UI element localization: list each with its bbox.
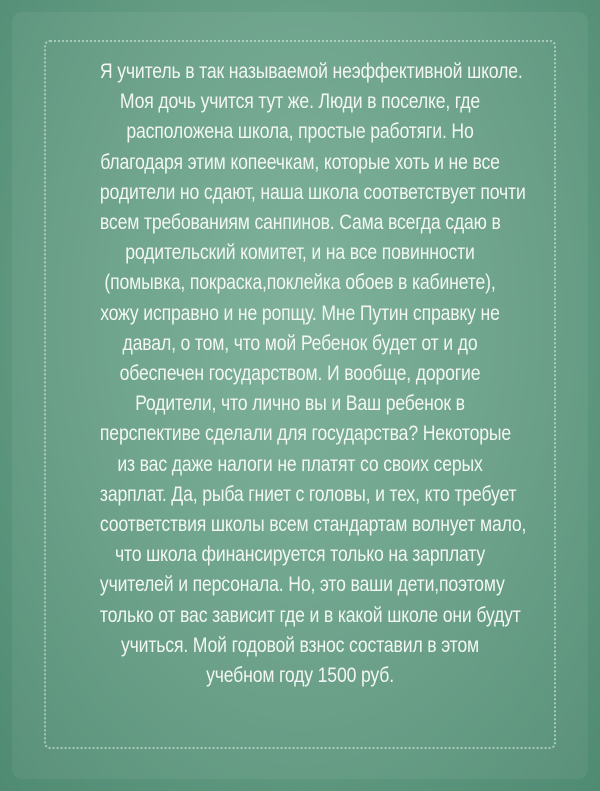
text-line: давал, о том, что мой Ребенок будет от и до: [122, 330, 478, 355]
text-line: Моя дочь учится тут же. Люди в поселке, где: [119, 89, 481, 114]
text-line: учиться. Мой годовой взнос составил в этом: [121, 632, 479, 657]
text-line: зарплат. Да, рыба гниет с головы, и тех, кто требует: [99, 481, 517, 506]
text-line: родители но сдают, наша школа соответствует почти: [99, 179, 526, 204]
text-line: перспективе сделали для государства? Некоторые: [99, 421, 512, 446]
text-line: хожу исправно и не ропщу. Мне Путин справку не: [100, 300, 500, 325]
text-line: соответствия школы всем стандартам волнует мало,: [99, 512, 527, 537]
text-line: из вас даже налоги не платят со своих серых: [117, 451, 483, 476]
quote-text: [99, 56, 527, 690]
text-line: учителей и персонала. Но, это ваши дети,поэтому: [99, 572, 505, 597]
text-line: благодаря этим копеечкам, которые хоть и не все: [100, 149, 500, 174]
text-line: учебном году 1500 руб.: [206, 663, 394, 688]
text-line: расположена школа, простые работяги. Но: [126, 119, 474, 144]
text-line: Родители, что лично вы и Ваш ребенок в: [135, 391, 465, 416]
text-line: что школа финансируется только на зарплату: [114, 542, 486, 567]
text-line: всем требованиям санпинов. Сама всегда сдаю в: [99, 210, 501, 235]
text-line: родительский комитет, и на все повинности: [125, 240, 475, 265]
text-line: Я учитель в так называемой неэффективной школе.: [99, 59, 523, 83]
text-line: (помывка, покраска,поклейка обоев в кабинете),: [104, 270, 496, 295]
text-line: обеспечен государством. И вообще, дорогие: [119, 361, 481, 386]
text-line: только от вас зависит где и в какой школе они будут: [99, 602, 521, 627]
